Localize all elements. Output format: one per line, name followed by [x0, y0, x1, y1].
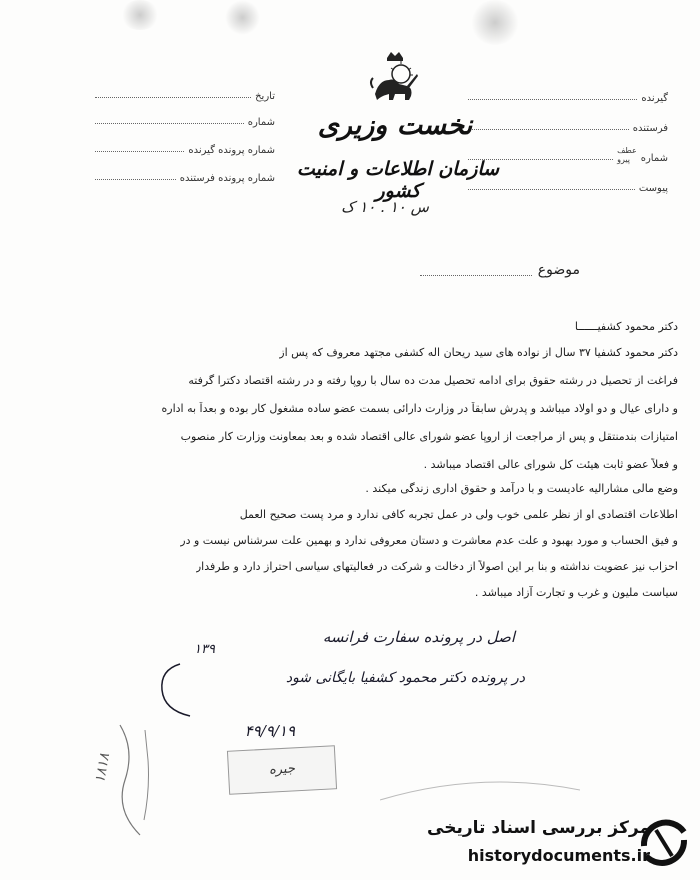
lion-and-sun-emblem-icon: [365, 48, 425, 108]
handwriting-stroke-icon: [150, 660, 210, 720]
body-line: دکتر محمود کشفیا ۳۷ سال از نواده های سید ریحان اله کشفی مجتهد معروف که پس از: [279, 346, 678, 359]
dotted-line: [95, 151, 184, 152]
body-line: اطلاعات اقتصادی او از نظر علمی خوب ولی در عمل تجربه کافی ندارد و مرد پست صحیح العمل: [239, 508, 678, 521]
body-line: احزاب نیز عضویت نداشته و بنا بر این اصولاً از دخالت و شرکت در فعالیتهای سیاسی احتراز دارد و طرفدار: [195, 560, 678, 573]
handwritten-note-archive: در پرونده دکتر محمود کشفیا بایگانی شود: [285, 670, 525, 686]
scan-smudge: [470, 0, 520, 45]
dotted-line: [420, 265, 532, 276]
ministry-title: نخست وزیری: [317, 110, 473, 141]
dotted-line: [95, 97, 251, 98]
dotted-line: [468, 129, 629, 130]
dotted-line: [95, 179, 176, 180]
body-line: و فیق الحساب و مورد بهبود و علت عدم معاشرت و دستان معروفی ندارد و بهمین علت سرشناس نیست و در: [180, 534, 678, 547]
recipient-field: [468, 86, 668, 104]
margin-number: ۱۸۱۸: [92, 752, 114, 785]
watermark-title: مرکز بررسی اسناد تاریخی: [427, 818, 650, 838]
body-line: سیاست ملیون و غرب و تجارت آزاد میباشد .: [474, 586, 678, 599]
attachment-label: پیوست: [638, 183, 668, 194]
page-curve-icon: [380, 760, 580, 820]
archive-logo-icon: [636, 816, 692, 870]
watermark-url: historydocuments.ir: [467, 846, 650, 865]
sender-label: فرستنده: [632, 123, 668, 134]
number-label: شماره: [640, 153, 668, 164]
reference-number: س ۱۰ . ۱۰ ک: [341, 198, 429, 216]
body-heading: دکتر محمود کشفیــــــا: [574, 320, 678, 333]
organization-title: سازمان اطلاعات و امنیت کشور: [296, 158, 500, 202]
scan-smudge: [225, 0, 260, 35]
body-line: وضع مالی مشارالیه عادیست و با درآمد و حقوق اداری زندگی میکند .: [365, 482, 678, 495]
subject-label: موضوع: [537, 262, 580, 278]
date-label: تاریخ: [255, 91, 275, 102]
margin-scribble-icon: [100, 720, 160, 840]
handwritten-note-number: ۱۳۹: [194, 642, 215, 657]
left-number-label: شماره: [247, 117, 275, 128]
date-field: [95, 84, 275, 102]
body-line: و فعلاً عضو ثابت هیئت کل شورای عالی اقتصاد میباشد .: [423, 458, 678, 471]
sender-field: [468, 116, 668, 134]
handwritten-date: ۴۹/۹/۱۹: [244, 722, 295, 740]
archive-stamp: جیره: [227, 745, 337, 795]
body-line: فراغت از تحصیل در رشته حقوق برای ادامه تحصیل مدت ده سال با روپا رفته و در رشته اقتصاد دکترا گرفته: [188, 374, 678, 387]
sender-file-label: شماره پرونده فرستنده: [179, 173, 275, 184]
recipient-file-label: شماره پرونده گیرنده: [188, 145, 275, 156]
subject-field: [420, 262, 580, 278]
body-line: امتیازات بندمنتقل و پس از مراجعت از اروپا عضو شورای عالی اقتصاد شده و بعد بمعاونت وزارت کار منصوب: [180, 430, 678, 443]
ref-label: عطف پیرو: [617, 146, 637, 164]
dotted-line: [468, 99, 637, 100]
left-number-field: [95, 110, 275, 128]
recipient-label: گیرنده: [641, 93, 668, 104]
recipient-file-field: [95, 138, 275, 156]
scan-smudge: [120, 0, 160, 30]
handwritten-note-filing: اصل در پرونده سفارت فرانسه: [322, 628, 515, 646]
body-line: و دارای عیال و دو اولاد میباشد و پدرش سابقاً در وزارت دارائی بسمت عضو ساده مشغول کار بوده و بعداً به اداره: [161, 402, 678, 415]
sender-file-field: [95, 166, 275, 184]
dotted-line: [95, 123, 244, 124]
